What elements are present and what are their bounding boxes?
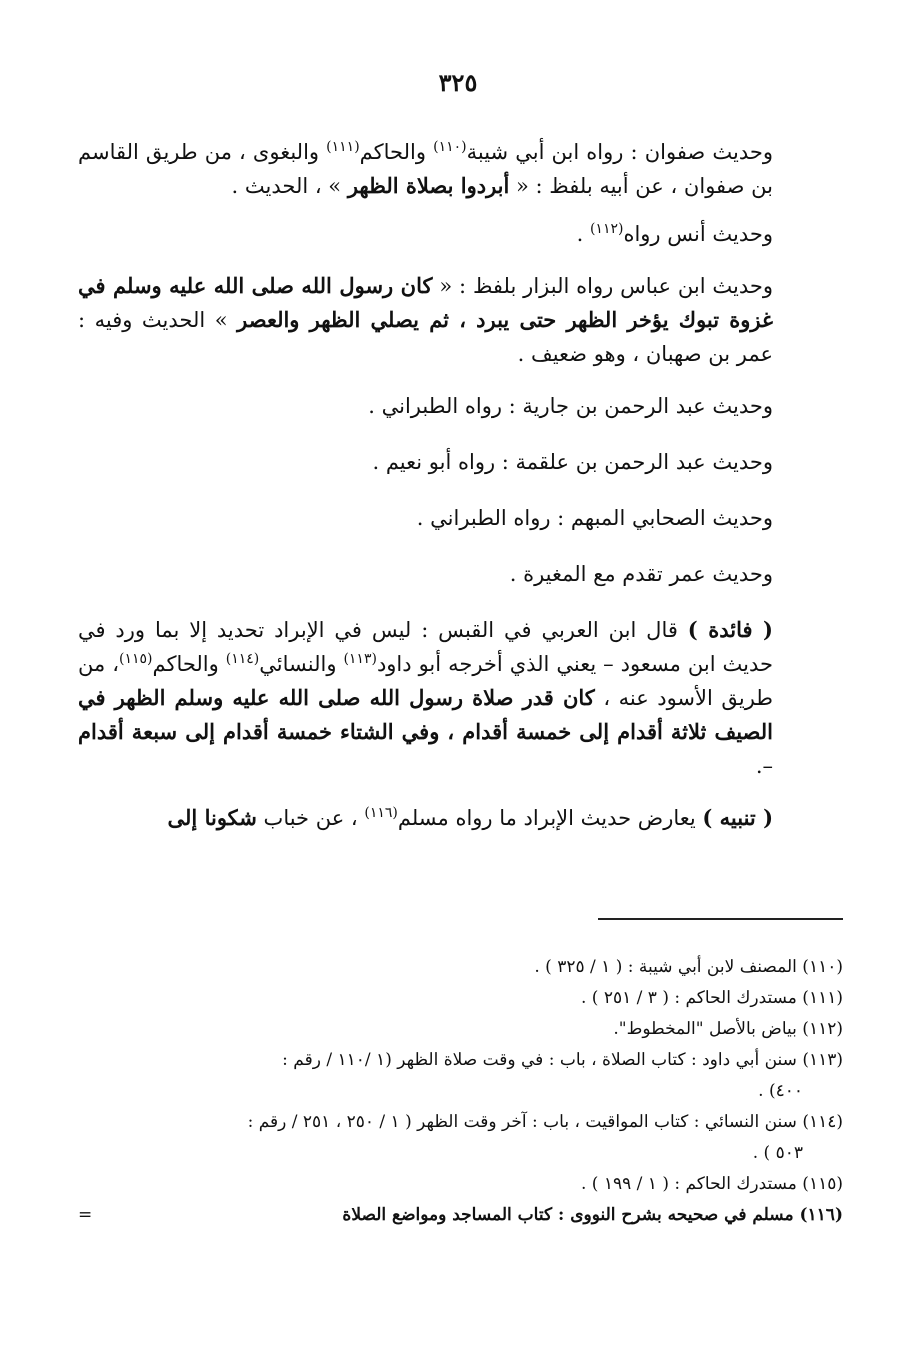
paragraph-safwan (78, 135, 843, 203)
text-run: –. (755, 754, 773, 778)
list-item: وحديث عمر تقدم مع المغيرة . (509, 562, 773, 586)
footnotes (78, 952, 843, 1231)
footnote-114-line: (١١٤) سنن النسائي : كتاب المواقيت ، باب : آخر وقت الظهر ( ١ / ٢٥٠ ، ٢٥١ / رقم : (247, 1112, 843, 1132)
footnote-116 (78, 1200, 843, 1231)
paragraph-ibn-abbas (78, 269, 843, 371)
main-text (78, 135, 843, 853)
text-run: ، عن خباب (256, 806, 365, 830)
list-item: وحديث عبد الرحمن بن علقمة : رواه أبو نعيم . (372, 450, 773, 474)
paragraph-faida (78, 613, 843, 783)
continuation-mark: = (78, 1205, 93, 1225)
paragraph-anas (78, 217, 843, 251)
text-run: قال ابن العربي في القبس : ليس في الإبراد تحديد إلا بما ورد في حديث ابن مسعود – يعني الذي أخرجه أبو داود (78, 618, 773, 676)
footnote-114-cont: ٥٠٣ ) . (752, 1143, 803, 1163)
section-label: ( فائدة ) (687, 617, 773, 642)
page-number: ٣٢٥ (438, 68, 478, 97)
footnote-divider (598, 918, 843, 920)
text-run: ، من طريق الأسود عنه ، (78, 652, 773, 710)
text-run: والحاكم (152, 652, 226, 676)
footnote-ref[interactable]: (١١٠) (433, 139, 467, 155)
text-run: . (576, 222, 590, 246)
text-run: والنسائي (259, 652, 344, 676)
footnote-111: (١١١) مستدرك الحاكم : ( ٣ / ٢٥١ ) . (580, 988, 843, 1008)
hadith-quote: كان رسول الله صلى الله عليه وسلم في غزوة تبوك يؤخر الظهر حتى يبرد ، ثم يصلي الظهر والعصر (78, 273, 773, 332)
text-run: وحديث ابن عباس رواه البزار بلفظ : « (432, 274, 773, 298)
footnote-112: (١١٢) بياض بالأصل "المخطوط". (613, 1019, 843, 1039)
footnote-ref[interactable]: (١١٣) (343, 651, 377, 667)
footnote-ref[interactable]: (١١٤) (225, 651, 260, 667)
text-run: والحاكم (359, 140, 434, 164)
paragraph-tanbih (78, 801, 843, 835)
footnote-116-text: (١١٦) مسلم في صحيحه بشرح النووى : كتاب المساجد ومواضع الصلاة (342, 1205, 843, 1225)
section-label: ( تنبيه ) (702, 805, 773, 830)
list-item: وحديث الصحابي المبهم : رواه الطبراني . (416, 506, 773, 530)
hadith-quote: كان قدر صلاة رسول الله صلى الله عليه وسلم الظهر في الصيف ثلاثة أقدام إلى خمسة أقدام ، وفي الشتاء خمسة أقدام إلى سبعة أقدام (78, 685, 773, 744)
text-run: » ، الحديث . (231, 174, 348, 198)
footnote-113 (78, 1045, 843, 1107)
text-run: » الحديث وفيه : عمر بن صهبان ، وهو ضعيف . (78, 308, 773, 366)
footnote-ref[interactable]: (١١١) (326, 139, 360, 155)
footnote-113-cont: ٤٠٠) . (758, 1081, 803, 1101)
footnote-114 (78, 1107, 843, 1169)
text-run: وحديث أنس رواه (623, 222, 773, 246)
footnote-ref[interactable]: (١١٢) (589, 221, 624, 237)
text-run: والبغوى ، من طريق القاسم بن صفوان ، عن أبيه بلفظ : « (78, 140, 773, 198)
footnote-115: (١١٥) مستدرك الحاكم : ( ١ / ١٩٩ ) . (580, 1174, 843, 1194)
hadith-quote: شكونا إلى (167, 805, 257, 830)
footnote-113-line: (١١٣) سنن أبي داود : كتاب الصلاة ، باب : في وقت صلاة الظهر (١ /١١٠ / رقم : (282, 1050, 843, 1070)
text-run: وحديث صفوان : رواه ابن أبي شيبة (466, 140, 773, 164)
list-item: وحديث عبد الرحمن بن جارية : رواه الطبراني . (368, 394, 773, 418)
footnote-110: (١١٠) المصنف لابن أبي شيبة : ( ١ / ٣٢٥ ) . (534, 957, 843, 977)
hadith-list (78, 389, 843, 591)
footnote-ref[interactable]: (١١٦) (364, 805, 398, 821)
footnote-ref[interactable]: (١١٥) (118, 651, 153, 667)
text-run: يعارض حديث الإبراد ما رواه مسلم (397, 806, 703, 830)
hadith-quote: أبردوا بصلاة الظهر (347, 173, 510, 198)
